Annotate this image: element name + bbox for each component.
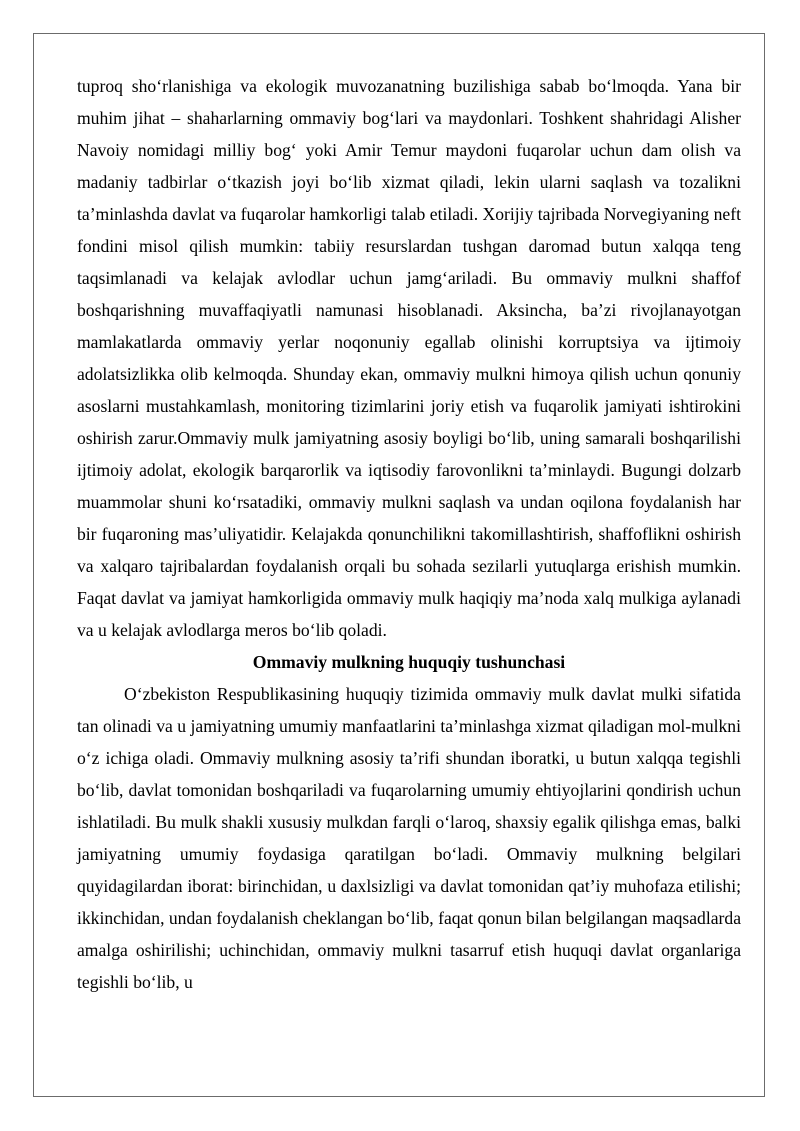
- section-heading: Ommaviy mulkning huquqiy tushunchasi: [252, 652, 566, 672]
- document-body: [77, 70, 741, 998]
- paragraph: O‘zbekiston Respublikasining huquqiy tizimida ommaviy mulk davlat mulki sifatida tan olinadi va u jamiyatning umumiy manfaatlarini ta’minlashga xizmat qiladigan mol-mulkni o‘z ichiga oladi. Ommaviy mulkning asosiy ta’rifi shundan iboratki, u butun xalqqa tegishli bo‘lib, davlat tomonidan boshqariladi va fuqarolarning umumiy ehtiyojlarini qondirish uchun ishlatiladi. Bu mulk shakli xususiy mulkdan farqli o‘laroq, shaxsiy egalik qilishga emas, balki jamiyatning umumiy foydasiga qaratilgan bo‘ladi. Ommaviy mulkning belgilari quyidagilardan iborat: birinchidan, u daxlsizligi va davlat tomonidan qat’iy muhofaza etilishi; ikkinchidan, undan foydalanish cheklangan bo‘lib, faqat qonun bilan belgilangan maqsadlarda amalga oshirilishi; uchinchidan, ommaviy mulkni tasarruf etish huquqi davlat organlariga tegishli bo‘lib, u: [77, 684, 741, 992]
- paragraph: tuproq sho‘rlanishiga va ekologik muvozanatning buzilishiga sabab bo‘lmoqda. Yana bir muhim jihat – shaharlarning ommaviy bog‘lari va maydonlari. Toshkent shahridagi Alisher Navoiy nomidagi milliy bog‘ yoki Amir Temur maydoni fuqarolar uchun dam olish va madaniy tadbirlar o‘tkazish joyi bo‘lib xizmat qiladi, lekin ularni saqlash va tozalikni ta’minlashda davlat va fuqarolar hamkorligi talab etiladi. Xorijiy tajribada Norvegiyaning neft fondini misol qilish mumkin: tabiiy resurslardan tushgan daromad butun xalqqa teng taqsimlanadi va kelajak avlodlar uchun jamg‘ariladi. Bu ommaviy mulkni shaffof boshqarishning muvaffaqiyatli namunasi hisoblanadi. Aksincha, ba’zi rivojlanayotgan mamlakatlarda ommaviy yerlar noqonuniy egallab olinishi korruptsiya va ijtimoiy adolatsizlikka olib kelmoqda. Shunday ekan, ommaviy mulkni himoya qilish uchun qonuniy asoslarni mustahkamlash, monitoring tizimlarini joriy etish va fuqarolik jamiyati ishtirokini oshirish zarur.Ommaviy mulk jamiyatning asosiy boyligi bo‘lib, uning samarali boshqarilishi ijtimoiy adolat, ekologik barqarorlik va iqtisodiy farovonlikni ta’minlaydi. Bugungi dolzarb muammolar shuni ko‘rsatadiki, ommaviy mulkni saqlash va undan oqilona foydalanish har bir fuqaroning mas’uliyatidir. Kelajakda qonunchilikni takomillashtirish, shaffoflikni oshirish va xalqaro tajribalardan foydalanish orqali bu sohada sezilarli yutuqlarga erishish mumkin. Faqat davlat va jamiyat hamkorligida ommaviy mulk haqiqiy ma’noda xalq mulkiga aylanadi va u kelajak avlodlarga meros bo‘lib qoladi.: [77, 76, 741, 640]
